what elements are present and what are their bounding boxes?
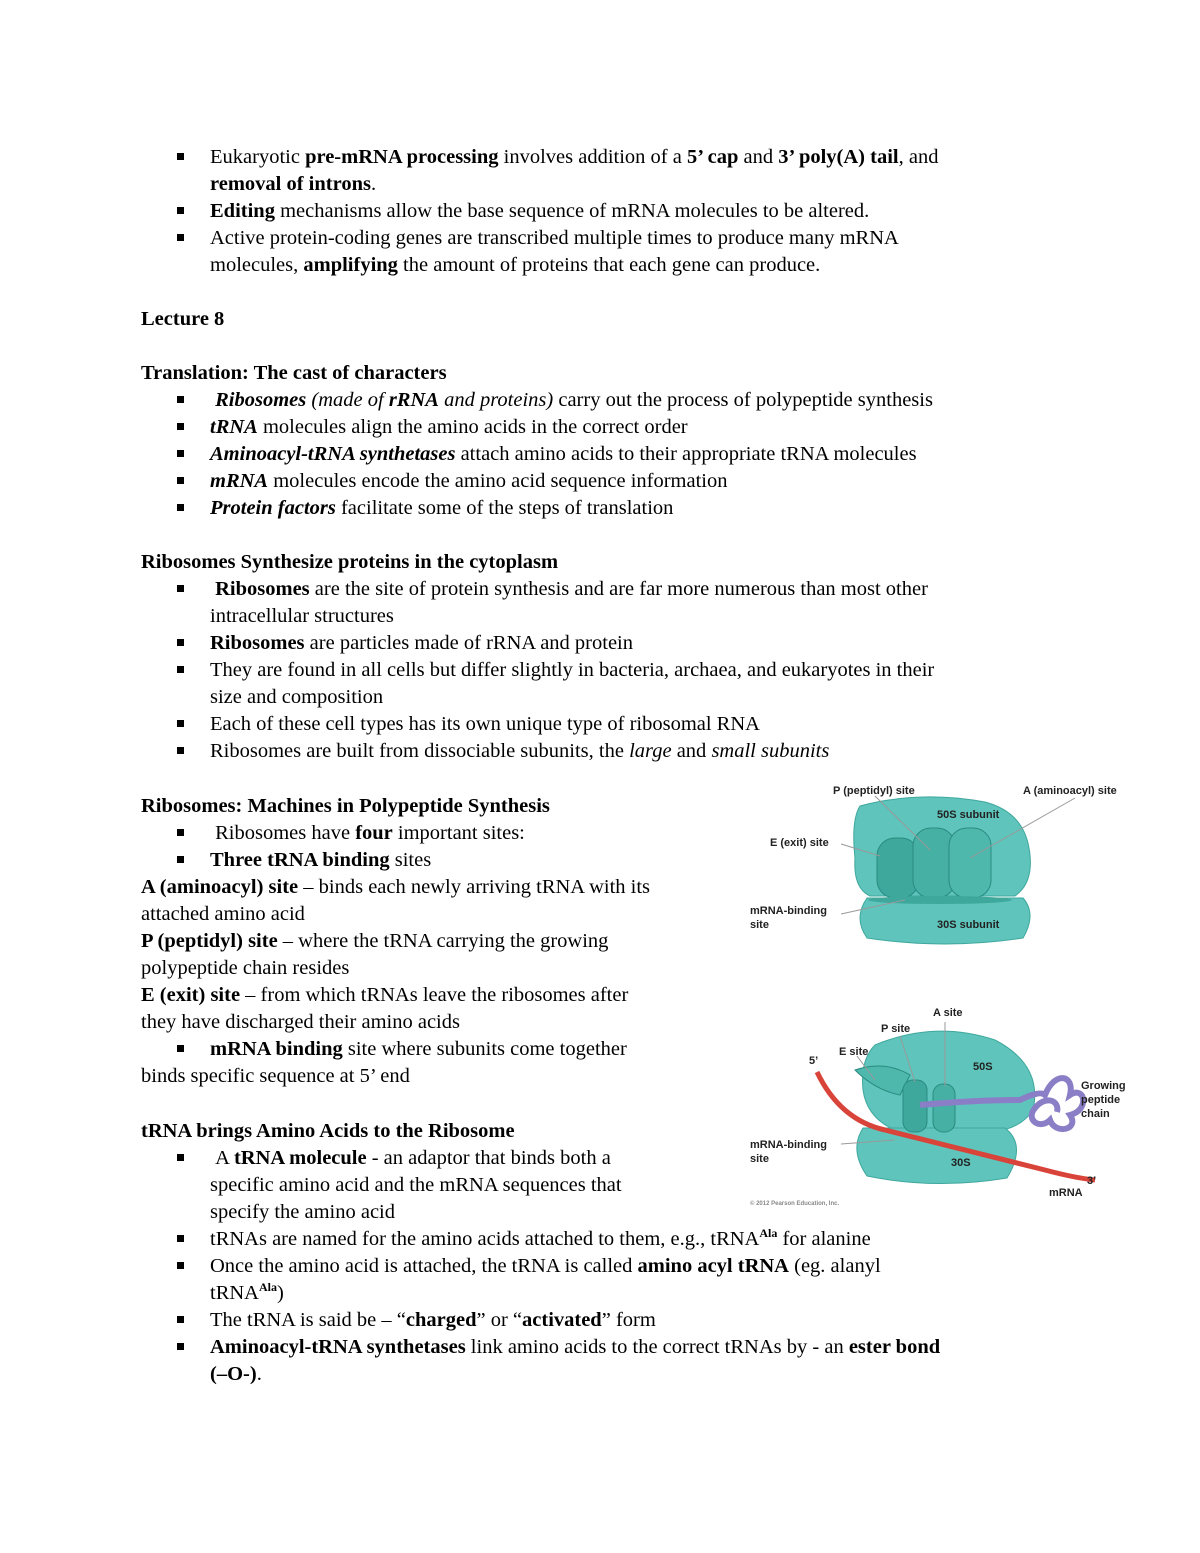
- lecture-title: Lecture 8: [141, 308, 225, 330]
- list-item: Editing mechanisms allow the base sequence of mRNA molecules to be altered.: [140, 198, 1140, 225]
- label-30s: 30S: [951, 1157, 971, 1169]
- mrna-label: mRNA: [1049, 1187, 1083, 1199]
- list-item: Ribosomes have four important sites:: [140, 820, 760, 847]
- machines-bullets: [140, 820, 760, 874]
- five-prime-label: 5’: [809, 1055, 819, 1067]
- list-item: tRNA molecules align the amino acids in the correct order: [140, 414, 1140, 441]
- machines-heading: Ribosomes: Machines in Polypeptide Synthesis: [141, 795, 550, 817]
- cytoplasm-list: [140, 576, 1140, 765]
- list-item: They are found in all cells but differ slightly in bacteria, archaea, and eukaryotes in their size and composition: [140, 657, 1140, 711]
- list-item: The tRNA is said be – “charged” or “activated” form: [140, 1307, 1100, 1334]
- list-item: mRNA binding site where subunits come together: [140, 1036, 760, 1063]
- list-item: Three tRNA binding sites: [140, 847, 760, 874]
- list-item: Ribosomes are particles made of rRNA and protein: [140, 630, 1140, 657]
- copyright-text: © 2012 Pearson Education, Inc.: [750, 1201, 840, 1207]
- mrna-binding-label: mRNA-binding: [750, 1139, 827, 1151]
- a-site-label: A site: [933, 1007, 963, 1019]
- label-50s: 50S: [973, 1061, 993, 1073]
- cytoplasm-heading: Ribosomes Synthesize proteins in the cytoplasm: [141, 551, 559, 573]
- a-site-slot: [949, 828, 991, 898]
- list-item: Eukaryotic pre-mRNA processing involves addition of a 5’ cap and 3’ poly(A) tail, and removal of introns.: [140, 144, 1140, 198]
- list-item: mRNA molecules encode the amino acid sequence information: [140, 468, 1140, 495]
- processing-list: [140, 144, 1140, 279]
- subunit-50s-label: 50S subunit: [937, 809, 1000, 821]
- chain-label: chain: [1081, 1108, 1110, 1120]
- mrna-binding-label-2: site: [750, 919, 769, 931]
- mrna-binding-label: mRNA-binding: [750, 905, 827, 917]
- list-item: Once the amino acid is attached, the tRNA is called amino acyl tRNA (eg. alanyl tRNA$^{Ala}$): [140, 1253, 1100, 1307]
- peptide-label: peptide: [1081, 1094, 1121, 1106]
- mrna-binding-bullet: [140, 1036, 760, 1063]
- list-item: Aminoacyl-tRNA synthetases attach amino acids to their appropriate tRNA molecules: [140, 441, 1140, 468]
- translation-figure: [745, 1000, 1145, 1210]
- list-item: Ribosomes (made of rRNA and proteins) carry out the process of polypeptide synthesis: [140, 387, 1140, 414]
- list-item: Each of these cell types has its own unique type of ribosomal RNA: [140, 711, 1140, 738]
- list-item: Protein factors facilitate some of the steps of translation: [140, 495, 1140, 522]
- p-site-label: P site: [881, 1023, 911, 1035]
- mrna-groove: [868, 896, 1012, 904]
- trna-heading: tRNA brings Amino Acids to the Ribosome: [141, 1120, 515, 1142]
- a-site-label: A (aminoacyl) site: [1023, 785, 1117, 797]
- site-definitions: A (aminoacyl) site – binds each newly arriving tRNA with its attached amino acid P (peptidyl) site – where the tRNA carrying the growing polypeptide chain resides E (exit) site – from which tRNAs leave the ribosomes after they have discharged their amino acids: [141, 876, 651, 1033]
- a-site-trna: [933, 1084, 955, 1132]
- e-site-label: E site: [839, 1046, 869, 1058]
- mrna-binding-note: binds specific sequence at 5’ end: [141, 1065, 410, 1087]
- ribosome-sites-figure: [745, 778, 1145, 948]
- three-prime-label: 3’: [1087, 1175, 1097, 1187]
- cast-heading: Translation: The cast of characters: [141, 362, 447, 384]
- p-site-label: P (peptidyl) site: [833, 785, 915, 797]
- growing-label: Growing: [1081, 1080, 1126, 1092]
- e-site-label: E (exit) site: [770, 837, 829, 849]
- list-item: Ribosomes are the site of protein synthesis and are far more numerous than most other intracellular structures: [140, 576, 1140, 630]
- list-item: Ribosomes are built from dissociable subunits, the large and small subunits: [140, 738, 1140, 765]
- list-item: Active protein-coding genes are transcribed multiple times to produce many mRNA molecules, amplifying the amount of proteins that each gene can produce.: [140, 225, 1140, 279]
- list-item: A tRNA molecule - an adaptor that binds both a specific amino acid and the mRNA sequences that specify the amino acid: [140, 1145, 1100, 1226]
- cast-list: [140, 387, 1140, 522]
- list-item: tRNAs are named for the amino acids attached to them, e.g., tRNA$^{Ala}$ for alanine: [140, 1226, 1100, 1253]
- mrna-binding-label-2: site: [750, 1153, 769, 1165]
- list-item: Aminoacyl-tRNA synthetases link amino acids to the correct tRNAs by - an ester bond (–O-).: [140, 1334, 1100, 1388]
- subunit-30s-label: 30S subunit: [937, 919, 1000, 931]
